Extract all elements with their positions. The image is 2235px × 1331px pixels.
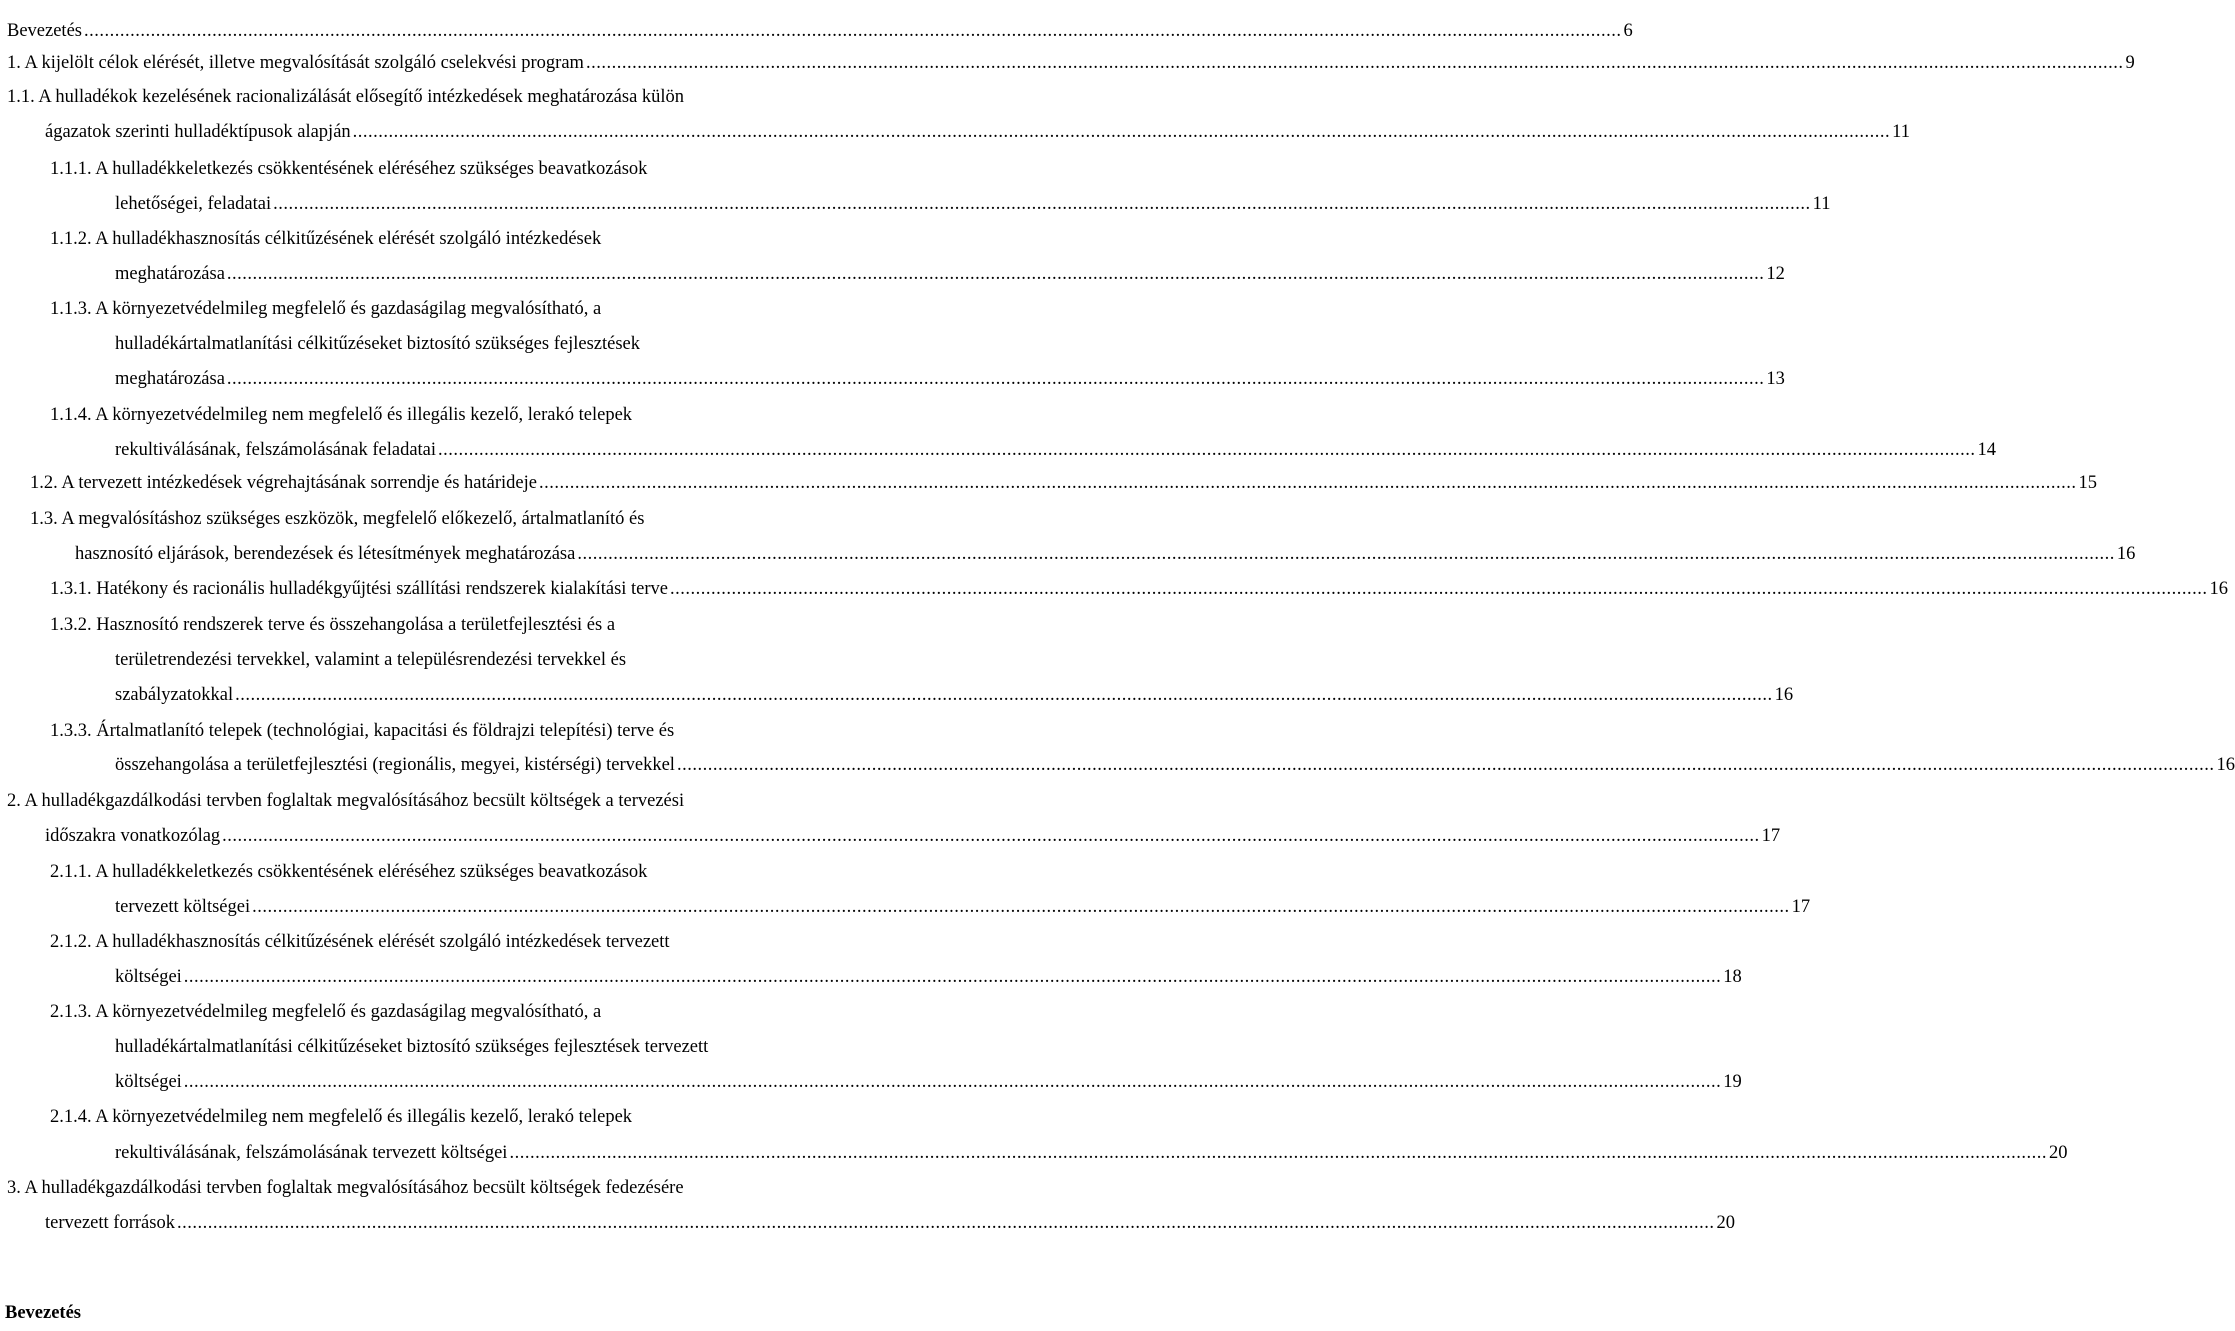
dot-leader: ............................................................................................................................................................................................................................................................................................................ bbox=[352, 122, 1891, 142]
toc-entry-title: ágazatok szerinti hulladéktípusok alapján bbox=[45, 122, 351, 142]
toc-page-number: 20 bbox=[2048, 1143, 2068, 1163]
toc-entry-title: összehangolása a területfejlesztési (regionális, megyei, kistérségi) tervekkel bbox=[115, 755, 675, 775]
toc-entry-title: 2. A hulladékgazdálkodási tervben foglaltak megvalósításához becsült költségek a tervezési bbox=[7, 791, 685, 811]
toc-page-number: 17 bbox=[1761, 826, 1781, 846]
dot-leader: ............................................................................................................................................................................................................................................................................................................ bbox=[222, 826, 1760, 846]
dot-leader: ............................................................................................................................................................................................................................................................................................................ bbox=[84, 21, 1622, 41]
toc-page-number: 13 bbox=[1766, 369, 1785, 389]
toc-entry-title: Bevezetés bbox=[7, 21, 82, 41]
toc-entry-line bbox=[115, 362, 1785, 397]
toc-entry-line bbox=[45, 115, 1910, 150]
toc-entry-line bbox=[115, 1065, 1742, 1100]
toc-page-number: 20 bbox=[1716, 1213, 1735, 1233]
toc-entry-title: időszakra vonatkozólag bbox=[45, 826, 221, 846]
toc-entry-line bbox=[7, 46, 2135, 81]
dot-leader: ............................................................................................................................................................................................................................................................................................................ bbox=[176, 1213, 1715, 1233]
dot-leader: ............................................................................................................................................................................................................................................................................................................ bbox=[226, 369, 1765, 389]
toc-entry-line bbox=[115, 678, 1794, 713]
toc-entry-title: 2.1.4. A környezetvédelmileg nem megfelelő és illegális kezelő, lerakó telepek bbox=[50, 1107, 633, 1127]
toc-page-number: 16 bbox=[2116, 544, 2136, 564]
toc-entry-title: 1.3.1. Hatékony és racionális hulladékgyűjtési szállítási rendszerek kialakítási terve bbox=[50, 579, 669, 599]
dot-leader: ............................................................................................................................................................................................................................................................................................................ bbox=[670, 579, 2208, 599]
toc-entry-title: lehetőségei, feladatai bbox=[115, 194, 272, 214]
toc-entry-line bbox=[30, 466, 2097, 501]
dot-leader: ............................................................................................................................................................................................................................................................................................................ bbox=[235, 685, 1773, 705]
toc-entry-title: 2.1.2. A hulladékhasznosítás célkitűzésének elérését szolgáló intézkedések tervezett bbox=[50, 932, 670, 952]
dot-leader: ............................................................................................................................................................................................................................................................................................................ bbox=[226, 264, 1765, 284]
toc-entry-title: 2.1.1. A hulladékkeletkezés csökkentésének eléréséhez szükséges beavatkozások bbox=[50, 862, 648, 882]
toc-entry-title: területrendezési tervekkel, valamint a településrendezési tervekkel és bbox=[115, 650, 627, 670]
dot-leader: ............................................................................................................................................................................................................................................................................................................ bbox=[585, 53, 2124, 73]
toc-entry-title: hasznosító eljárások, berendezések és létesítmények meghatározása bbox=[75, 544, 576, 564]
dot-leader: ............................................................................................................................................................................................................................................................................................................ bbox=[273, 194, 1811, 214]
toc-entry-title: 1. A kijelölt célok elérését, illetve megvalósítását szolgáló cselekvési program bbox=[7, 53, 584, 73]
toc-entry-title: 1.3.3. Ártalmatlanító telepek (technológiai, kapacitási és földrajzi telepítési) terve és bbox=[50, 721, 675, 741]
toc-entry-title: költségei bbox=[115, 1072, 182, 1092]
toc-page-number: 18 bbox=[1723, 967, 1742, 987]
toc-entry-line bbox=[7, 14, 1633, 49]
toc-page-number: 16 bbox=[2209, 579, 2229, 599]
toc-entry-title: 2.1.3. A környezetvédelmileg megfelelő és gazdaságilag megvalósítható, a bbox=[50, 1002, 602, 1022]
toc-entry-title: 1.1.1. A hulladékkeletkezés csökkentésének eléréséhez szükséges beavatkozások bbox=[50, 159, 648, 179]
section-heading: Bevezetés bbox=[5, 1303, 82, 1323]
toc-entry-title: 1.2. A tervezett intézkedések végrehajtásának sorrendje és határideje bbox=[30, 473, 537, 493]
toc-entry-title: meghatározása bbox=[115, 264, 225, 284]
toc-entry-title: költségei bbox=[115, 967, 182, 987]
toc-entry-line bbox=[115, 257, 1785, 292]
toc-entry-title: meghatározása bbox=[115, 369, 225, 389]
toc-page-number: 6 bbox=[1623, 21, 1633, 41]
toc-entry-line bbox=[115, 187, 1831, 222]
toc-entry-title: 1.1. A hulladékok kezelésének racionalizálását elősegítő intézkedések meghatározása külön bbox=[7, 87, 685, 107]
toc-entry-title: 1.1.2. A hulladékhasznosítás célkitűzésének elérését szolgáló intézkedések bbox=[50, 229, 602, 249]
toc-entry-line bbox=[115, 960, 1742, 995]
toc-entry-line bbox=[115, 890, 1811, 925]
toc-page-number: 14 bbox=[1977, 440, 1997, 460]
dot-leader: ............................................................................................................................................................................................................................................................................................................ bbox=[438, 440, 1976, 460]
toc-entry-title: tervezett költségei bbox=[115, 897, 251, 917]
dot-leader: ............................................................................................................................................................................................................................................................................................................ bbox=[183, 967, 1722, 987]
toc-page-number: 17 bbox=[1791, 897, 1811, 917]
toc-page-number: 19 bbox=[1723, 1072, 1742, 1092]
toc-entry-title: hulladékártalmatlanítási célkitűzéseket biztosító szükséges fejlesztések bbox=[115, 334, 641, 354]
toc-entry-title: szabályzatokkal bbox=[115, 685, 234, 705]
dot-leader: ............................................................................................................................................................................................................................................................................................................ bbox=[577, 544, 2115, 564]
toc-entry-line bbox=[115, 748, 2235, 783]
toc-entry-title: 1.1.3. A környezetvédelmileg megfelelő és gazdaságilag megvalósítható, a bbox=[50, 299, 602, 319]
dot-leader: ............................................................................................................................................................................................................................................................................................................ bbox=[509, 1143, 2047, 1163]
toc-page-number: 15 bbox=[2078, 473, 2097, 493]
toc-entry-title: hulladékártalmatlanítási célkitűzéseket biztosító szükséges fejlesztések tervezett bbox=[115, 1037, 709, 1057]
toc-entry-line bbox=[115, 1136, 2068, 1171]
toc-entry-title: 1.3. A megvalósításhoz szükséges eszközök, megfelelő előkezelő, ártalmatlanító és bbox=[30, 509, 645, 529]
dot-leader: ............................................................................................................................................................................................................................................................................................................ bbox=[676, 755, 2215, 775]
toc-page-number: 11 bbox=[1892, 122, 1910, 142]
toc-entry-title: tervezett források bbox=[45, 1213, 175, 1233]
toc-entry-title: rekultiválásának, felszámolásának feladatai bbox=[115, 440, 437, 460]
toc-page-number: 11 bbox=[1812, 194, 1831, 214]
dot-leader: ............................................................................................................................................................................................................................................................................................................ bbox=[252, 897, 1790, 917]
dot-leader: ............................................................................................................................................................................................................................................................................................................ bbox=[538, 473, 2077, 493]
toc-entry-title: 3. A hulladékgazdálkodási tervben foglaltak megvalósításához becsült költségek fedezésére bbox=[7, 1178, 684, 1198]
toc-entry-title: 1.3.2. Hasznosító rendszerek terve és összehangolása a területfejlesztési és a bbox=[50, 615, 616, 635]
toc-entry-title: 1.1.4. A környezetvédelmileg nem megfelelő és illegális kezelő, lerakó telepek bbox=[50, 405, 633, 425]
toc-page-number: 16 bbox=[2216, 755, 2235, 775]
toc-page-number: 12 bbox=[1766, 264, 1785, 284]
toc-entry-title: rekultiválásának, felszámolásának tervezett költségei bbox=[115, 1143, 508, 1163]
dot-leader: ............................................................................................................................................................................................................................................................................................................ bbox=[183, 1072, 1722, 1092]
toc-entry-line bbox=[115, 433, 1997, 468]
toc-page-number: 16 bbox=[1774, 685, 1794, 705]
toc-entry-line bbox=[50, 572, 2229, 607]
toc-page-number: 9 bbox=[2125, 53, 2135, 73]
toc-entry-line bbox=[45, 819, 1781, 854]
toc-entry-line bbox=[45, 1206, 1735, 1241]
toc-entry-line bbox=[75, 537, 2136, 572]
